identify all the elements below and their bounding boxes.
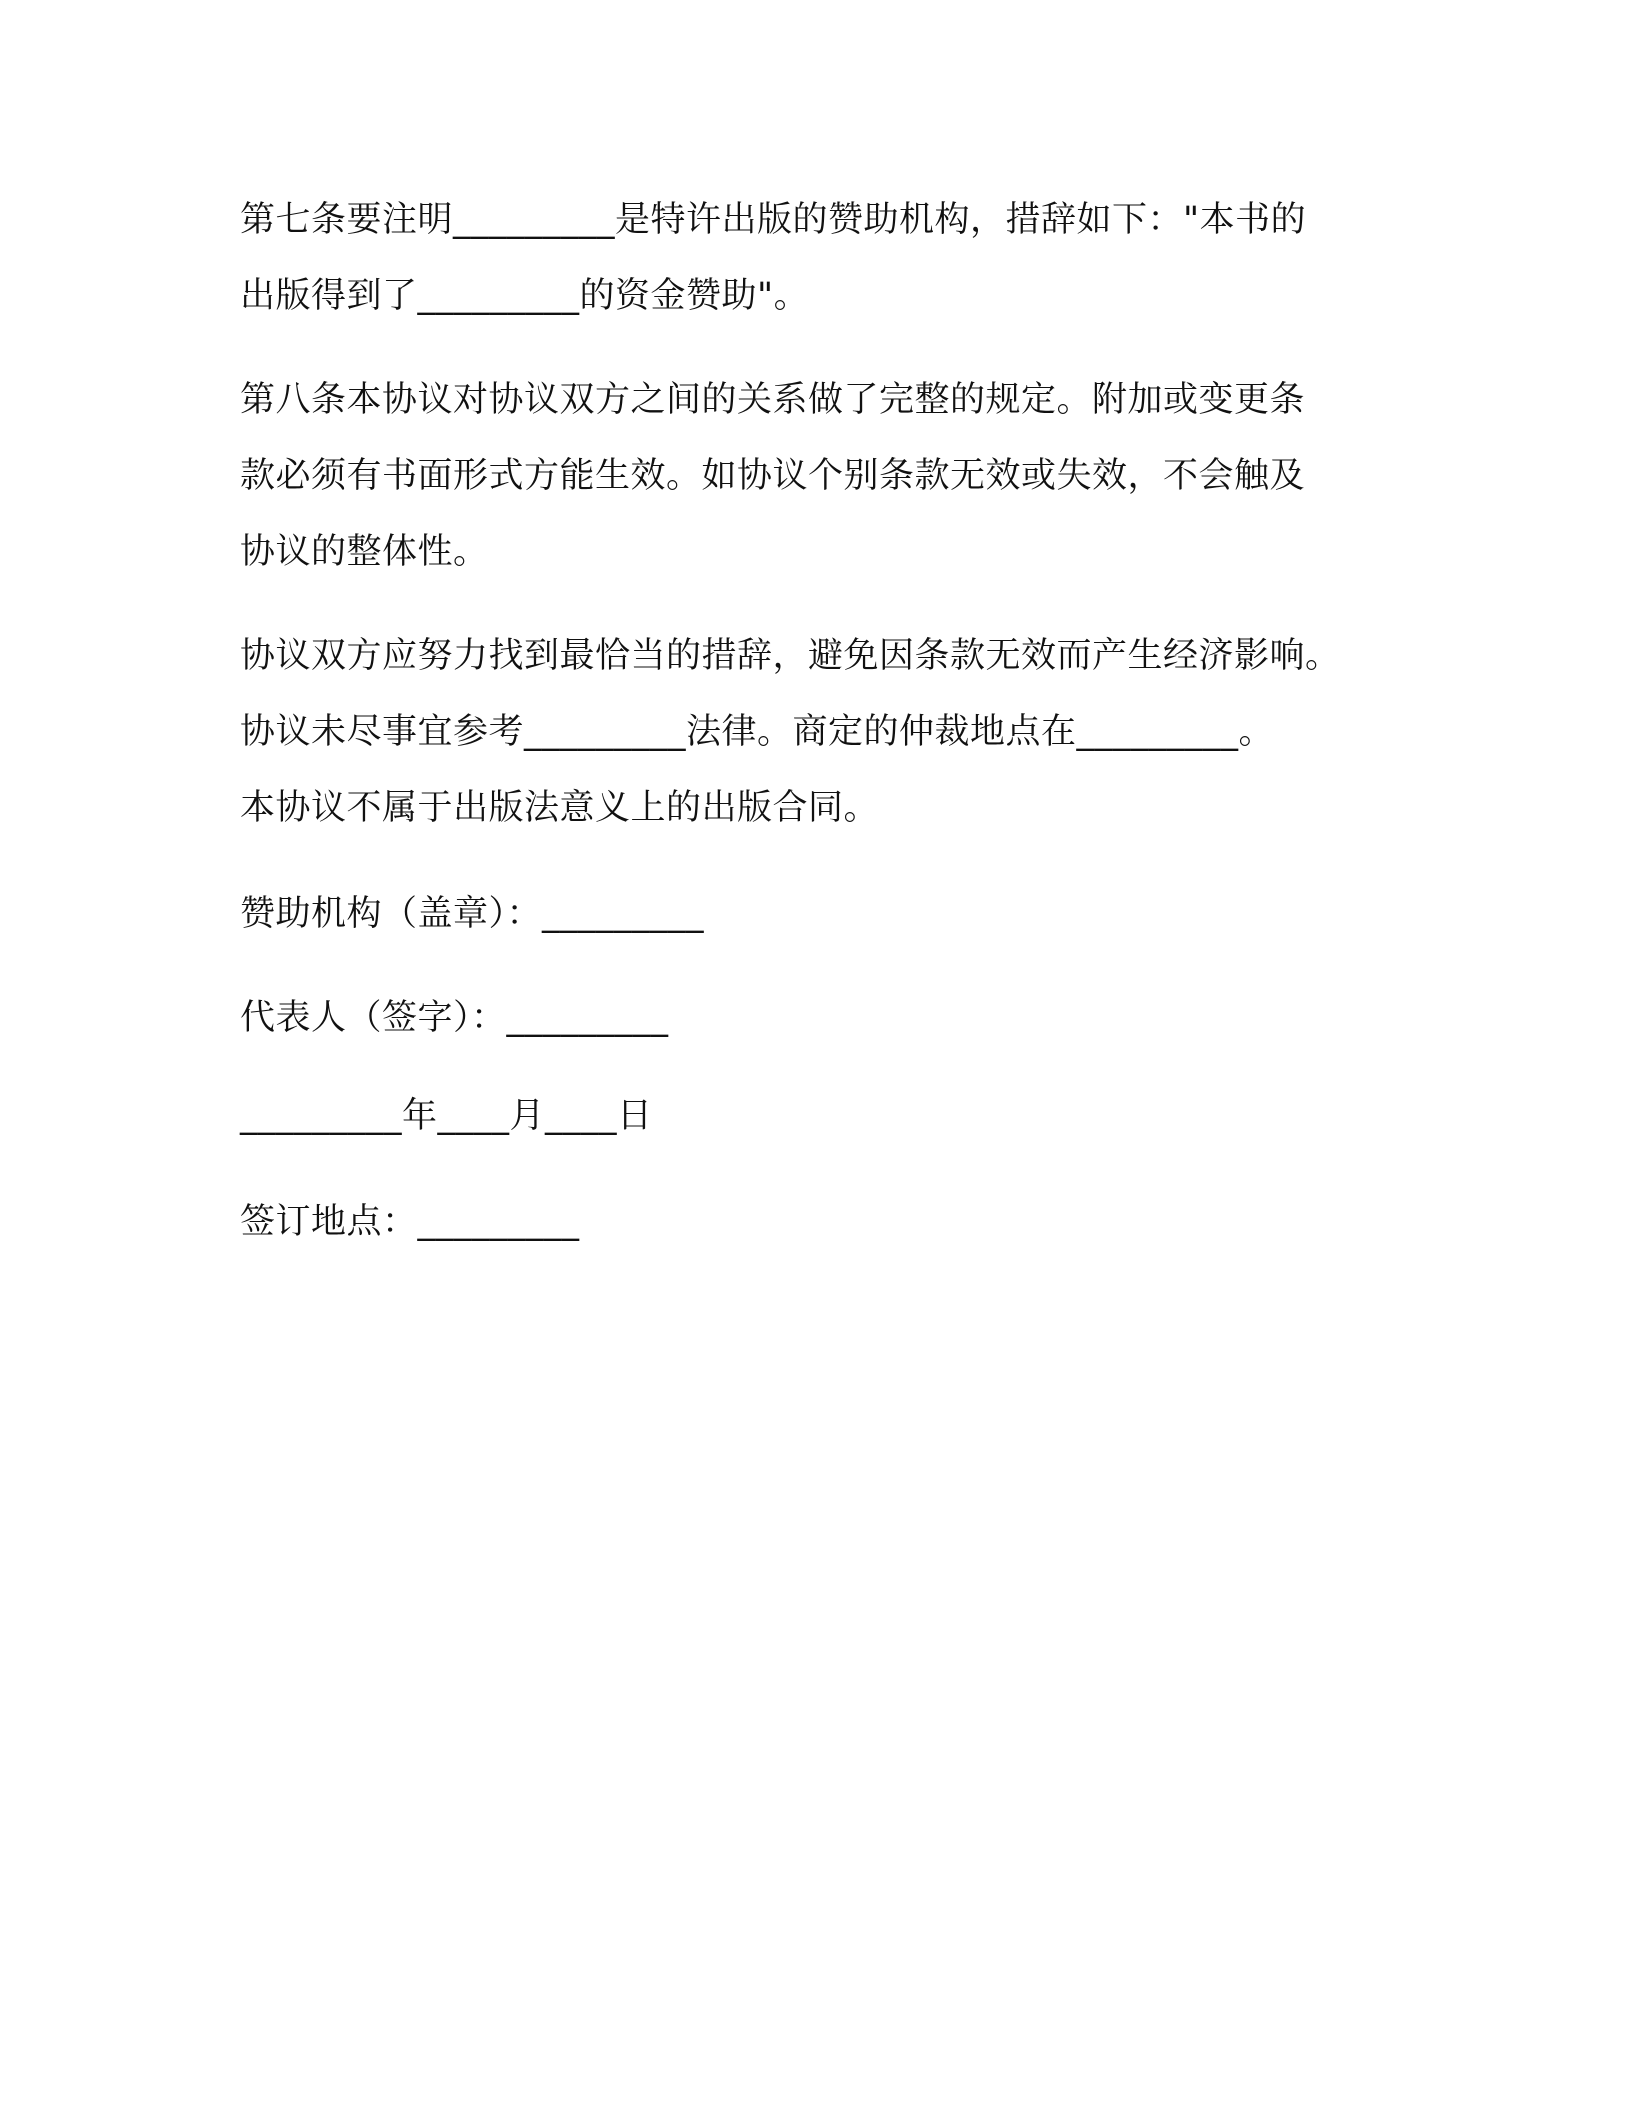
article8-line-1: 第八条本协议对协议双方之间的关系做了完整的规定。附加或变更条 (240, 380, 1306, 420)
article8-line-2: 款必须有书面形式方能生效。如协议个别条款无效或失效，不会触及 (240, 456, 1306, 496)
article7-line-2: 出版得到了_________的资金赞助"。 (240, 276, 810, 316)
paragraph3-line-3: 本协议不属于出版法意义上的出版合同。 (240, 788, 880, 828)
paragraph3-line-2: 协议未尽事宜参考_________法律。商定的仲裁地点在_________。 (240, 712, 1275, 752)
representative-signature-line: 代表人（签字）：_________ (240, 998, 669, 1038)
article7-line-1: 第七条要注明_________是特许出版的赞助机构，措辞如下："本书的 (240, 200, 1307, 240)
sponsor-seal-line: 赞助机构（盖章）：_________ (240, 894, 705, 934)
article8-line-3: 协议的整体性。 (240, 532, 489, 572)
signing-place-line: 签订地点：_________ (240, 1202, 580, 1242)
paragraph3-line-1: 协议双方应努力找到最恰当的措辞，避免因条款无效而产生经济影响。 (240, 636, 1341, 676)
date-line: _________年____月____日 (240, 1096, 653, 1136)
